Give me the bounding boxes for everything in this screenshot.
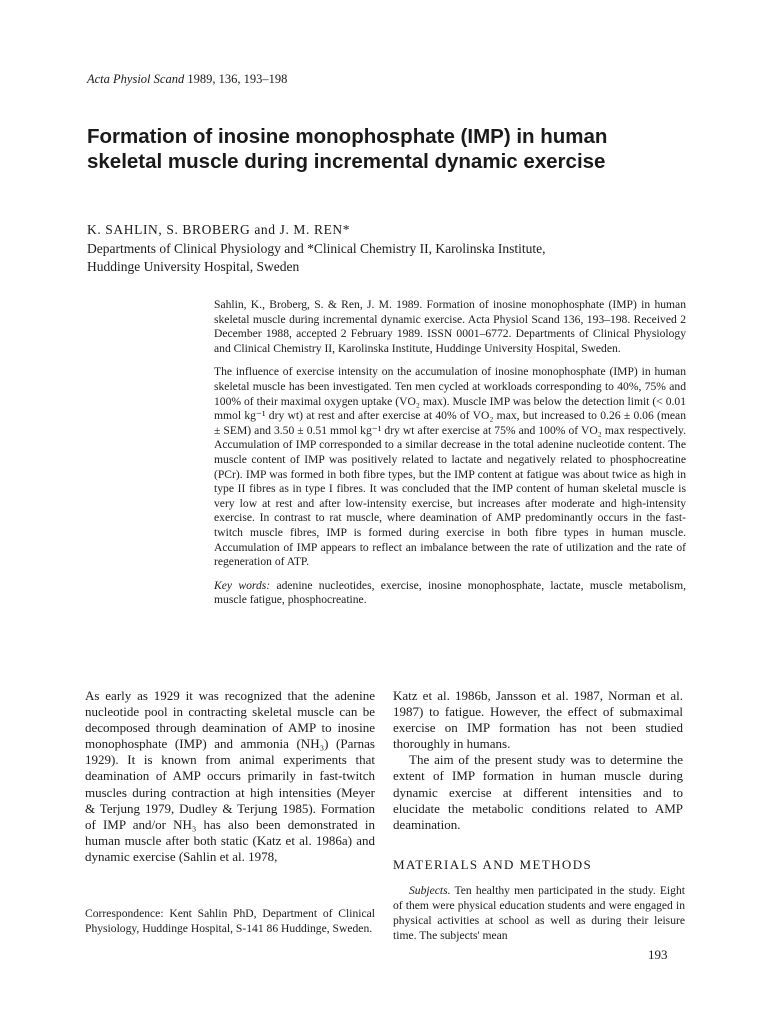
body-column-left <box>85 688 375 865</box>
journal-citation-header <box>87 72 287 87</box>
subjects-text: Ten healthy men participated in the study. Eight of them were physical education students and were engaged in physical activities at school as well as during their leisure time. The subjects' mean <box>393 884 685 942</box>
journal-volume-pages: 1989, 136, 193–198 <box>187 72 288 86</box>
abstract-citation: Sahlin, K., Broberg, S. & Ren, J. M. 1989. Formation of inosine monophosphate (IMP) in human skeletal muscle during incremental dynamic exercise. Acta Physiol Scand 136, 193–198. Received 2 December 1988, accepted 2 February 1989. ISSN 0001–6772. Departments of Clinical Physiology and Clinical Chemistry II, Karolinska Institute, Huddinge University Hospital, Sweden. <box>214 298 686 355</box>
abstract-body: The influence of exercise intensity on the accumulation of inosine monophosphate (IMP) in human skeletal muscle has been investigated. Ten men cycled at workloads corresponding to 40%, 75% and 100% of their maximal oxygen uptake (VO₂ max). Muscle IMP was below the detection limit (< 0.01 mmol kg⁻¹ dry wt) at rest and after exercise at 40% of VO₂ max, but increased to 0.26 ± 0.06 (mean ± SEM) and 3.50 ± 0.51 mmol kg⁻¹ dry wt after exercise at 75% and 100% of VO₂ max respectively. Accumulation of IMP corresponded to a similar decrease in the total adenine nucleotide content. The muscle content of IMP was positively related to lactate and negatively related to phosphocreatine (PCr). IMP was formed in both fibre types, but the IMP content at fatigue was about twice as high in type II fibres as in type I fibres. It was concluded that the IMP content of human skeletal muscle is very low at rest and after low-intensity exercise, but increases after moderate and high-intensity exercise. In contrast to rat muscle, where deamination of AMP predominantly occurs in the fast-twitch muscle fibres, IMP is formed during exercise in both fibre types in human muscle. Accumulation of IMP appears to reflect an imbalance between the rate of utilization and the rate of regeneration of ATP. <box>214 365 686 569</box>
intro-paragraph: As early as 1929 it was recognized that the adenine nucleotide pool in contracting skeletal muscle can be decomposed through deamination of AMP to inosine monophosphate (IMP) and ammonia (NH₃) (Parnas 1929). It is known from animal experiments that deamination of AMP occurs primarily in fast-twitch muscles during contraction at high intensities (Meyer & Terjung 1979, Dudley & Terjung 1985). Formation of IMP and/or NH₃ has also been demonstrated in human muscle after both static (Katz et al. 1986a) and dynamic exercise (Sahlin et al. 1978, <box>85 688 375 864</box>
body-column-right <box>393 688 683 833</box>
page-number: 193 <box>648 947 668 962</box>
correspondence-footnote <box>85 906 375 936</box>
affiliation-line-1: Departments of Clinical Physiology and *Clinical Chemistry II, Karolinska Institute, <box>87 241 546 256</box>
journal-name: Acta Physiol Scand <box>87 72 185 86</box>
keywords <box>214 579 686 608</box>
correspondence-text: Correspondence: Kent Sahlin PhD, Department of Clinical Physiology, Huddinge Hospital, S-141 86 Huddinge, Sweden. <box>85 907 375 935</box>
keywords-label: Key words: <box>214 578 271 592</box>
author-affiliation <box>87 240 677 275</box>
subjects-paragraph <box>393 883 685 943</box>
author-list: K. SAHLIN, S. BROBERG and J. M. REN* <box>87 222 351 237</box>
intro-continuation: Katz et al. 1986b, Jansson et al. 1987, Norman et al. 1987) to fatigue. However, the effect of submaximal exercise on IMP formation has not been studied thoroughly in humans. <box>393 688 683 752</box>
aim-paragraph: The aim of the present study was to determine the extent of IMP formation in human muscle during dynamic exercise at different intensities and to elucidate the metabolic conditions related to AMP deamination. <box>393 752 683 832</box>
keywords-list: adenine nucleotides, exercise, inosine monophosphate, lactate, muscle metabolism, muscle fatigue, phosphocreatine. <box>214 578 686 607</box>
affiliation-line-2: Huddinge University Hospital, Sweden <box>87 258 300 274</box>
section-heading-methods: MATERIALS AND METHODS <box>393 857 593 872</box>
subjects-label: Subjects. <box>409 884 451 897</box>
abstract <box>214 298 686 608</box>
article-title: Formation of inosine monophosphate (IMP) in human skeletal muscle during incremental dynamic exercise <box>87 125 608 173</box>
